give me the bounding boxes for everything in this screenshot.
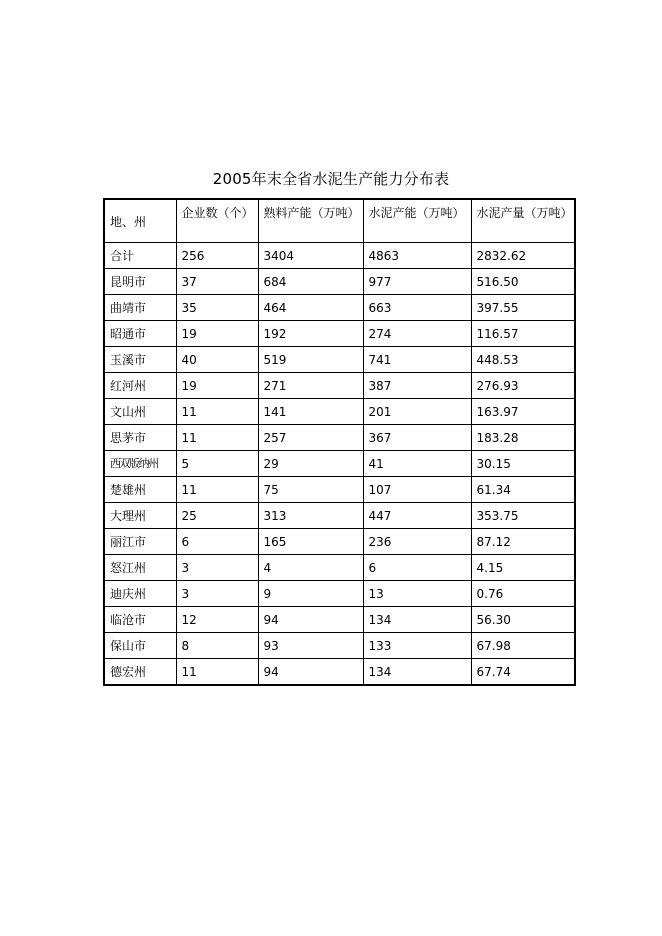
cell-region: 迪庆州 — [104, 581, 176, 607]
table-row — [104, 659, 575, 686]
cell-region: 昆明市 — [104, 269, 176, 295]
cell-cement-capacity: 447 — [363, 503, 471, 529]
cell-enterprise-count: 8 — [176, 633, 258, 659]
cell-cement-capacity: 4863 — [363, 243, 471, 269]
table-row — [104, 425, 575, 451]
cell-enterprise-count: 11 — [176, 399, 258, 425]
cell-enterprise-count: 19 — [176, 373, 258, 399]
table-row — [104, 581, 575, 607]
cell-clinker-capacity: 4 — [258, 555, 363, 581]
cell-region: 玉溪市 — [104, 347, 176, 373]
cell-enterprise-count: 3 — [176, 581, 258, 607]
cell-clinker-capacity: 75 — [258, 477, 363, 503]
cell-cement-output: 183.28 — [471, 425, 575, 451]
header-cell-cement-output: 水泥产量（万吨） — [471, 199, 575, 243]
table-row — [104, 633, 575, 659]
cell-cement-capacity: 741 — [363, 347, 471, 373]
cell-cement-capacity: 663 — [363, 295, 471, 321]
cell-clinker-capacity: 519 — [258, 347, 363, 373]
table-row — [104, 295, 575, 321]
header-cell-enterprise-count: 企业数（个） — [176, 199, 258, 243]
cell-cement-capacity: 107 — [363, 477, 471, 503]
cell-region: 保山市 — [104, 633, 176, 659]
cell-enterprise-count: 256 — [176, 243, 258, 269]
cell-cement-capacity: 201 — [363, 399, 471, 425]
cell-cement-output: 30.15 — [471, 451, 575, 477]
table-row — [104, 529, 575, 555]
table-row — [104, 243, 575, 269]
cell-cement-output: 353.75 — [471, 503, 575, 529]
header-cell-region: 地、州 — [104, 199, 176, 243]
cell-enterprise-count: 19 — [176, 321, 258, 347]
cell-clinker-capacity: 3404 — [258, 243, 363, 269]
cell-cement-output: 87.12 — [471, 529, 575, 555]
cell-clinker-capacity: 165 — [258, 529, 363, 555]
cell-region: 红河州 — [104, 373, 176, 399]
cell-cement-capacity: 133 — [363, 633, 471, 659]
cell-clinker-capacity: 94 — [258, 607, 363, 633]
cell-enterprise-count: 3 — [176, 555, 258, 581]
table-row — [104, 269, 575, 295]
cell-cement-output: 397.55 — [471, 295, 575, 321]
cell-clinker-capacity: 271 — [258, 373, 363, 399]
cell-clinker-capacity: 9 — [258, 581, 363, 607]
table-row — [104, 477, 575, 503]
cell-cement-output: 56.30 — [471, 607, 575, 633]
cell-region: 怒江州 — [104, 555, 176, 581]
cell-cement-capacity: 977 — [363, 269, 471, 295]
cell-cement-output: 67.74 — [471, 659, 575, 686]
cell-region: 西双版纳州 — [104, 451, 176, 477]
header-cell-clinker-capacity: 熟料产能（万吨） — [258, 199, 363, 243]
cell-cement-capacity: 367 — [363, 425, 471, 451]
cell-cement-capacity: 13 — [363, 581, 471, 607]
cell-region: 合计 — [104, 243, 176, 269]
cell-cement-output: 0.76 — [471, 581, 575, 607]
table-row — [104, 555, 575, 581]
cell-enterprise-count: 37 — [176, 269, 258, 295]
cell-cement-capacity: 236 — [363, 529, 471, 555]
cell-region: 丽江市 — [104, 529, 176, 555]
cell-enterprise-count: 11 — [176, 477, 258, 503]
cell-region: 德宏州 — [104, 659, 176, 686]
cell-cement-capacity: 41 — [363, 451, 471, 477]
cell-clinker-capacity: 93 — [258, 633, 363, 659]
cell-cement-output: 61.34 — [471, 477, 575, 503]
cell-clinker-capacity: 192 — [258, 321, 363, 347]
table-row — [104, 399, 575, 425]
cell-cement-capacity: 134 — [363, 659, 471, 686]
cell-cement-output: 448.53 — [471, 347, 575, 373]
cell-cement-output: 2832.62 — [471, 243, 575, 269]
cell-clinker-capacity: 684 — [258, 269, 363, 295]
cell-enterprise-count: 5 — [176, 451, 258, 477]
cell-region: 大理州 — [104, 503, 176, 529]
table-row — [104, 451, 575, 477]
cell-enterprise-count: 11 — [176, 425, 258, 451]
cell-cement-capacity: 6 — [363, 555, 471, 581]
cell-cement-capacity: 134 — [363, 607, 471, 633]
cell-enterprise-count: 11 — [176, 659, 258, 686]
cell-region: 文山州 — [104, 399, 176, 425]
cell-cement-output: 516.50 — [471, 269, 575, 295]
cell-region: 临沧市 — [104, 607, 176, 633]
cell-clinker-capacity: 94 — [258, 659, 363, 686]
cell-enterprise-count: 25 — [176, 503, 258, 529]
cell-enterprise-count: 35 — [176, 295, 258, 321]
cell-clinker-capacity: 29 — [258, 451, 363, 477]
cement-capacity-table — [103, 198, 576, 686]
table-row — [104, 503, 575, 529]
cell-clinker-capacity: 464 — [258, 295, 363, 321]
cell-region: 昭通市 — [104, 321, 176, 347]
cell-enterprise-count: 6 — [176, 529, 258, 555]
table-row — [104, 607, 575, 633]
header-cell-cement-capacity: 水泥产能（万吨） — [363, 199, 471, 243]
cell-clinker-capacity: 257 — [258, 425, 363, 451]
cell-clinker-capacity: 141 — [258, 399, 363, 425]
cell-cement-output: 163.97 — [471, 399, 575, 425]
table-row — [104, 321, 575, 347]
table-row — [104, 373, 575, 399]
table-title: 2005年末全省水泥生产能力分布表 — [212, 170, 450, 188]
cell-clinker-capacity: 313 — [258, 503, 363, 529]
cell-enterprise-count: 40 — [176, 347, 258, 373]
table-header-row — [104, 199, 575, 243]
cell-cement-output: 276.93 — [471, 373, 575, 399]
cell-cement-capacity: 387 — [363, 373, 471, 399]
cell-cement-output: 116.57 — [471, 321, 575, 347]
cell-cement-output: 67.98 — [471, 633, 575, 659]
cell-region: 楚雄州 — [104, 477, 176, 503]
cell-region: 曲靖市 — [104, 295, 176, 321]
cell-enterprise-count: 12 — [176, 607, 258, 633]
cell-cement-output: 4.15 — [471, 555, 575, 581]
cell-cement-capacity: 274 — [363, 321, 471, 347]
table-row — [104, 347, 575, 373]
cell-region: 思茅市 — [104, 425, 176, 451]
